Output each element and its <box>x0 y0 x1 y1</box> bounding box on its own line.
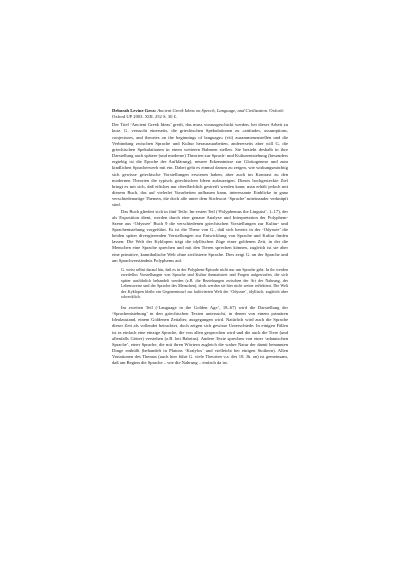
footnote: G. weist selbst darauf hin, daß es in der Polyphem-Episode nicht nur um Sprache geht. In ihr werden zweifellos Vorstellungen von Sprache und Kultur thematisiert und Fragen aufgeworfen, die sich später ausführlich behandelt werden (z.B. die Beziehungen zwischen der Art der Nahrung, der Lebensweise und der Sprache des Menschen), doch werden sie hier nicht weiter reflektiert. Die Welt der Kyklopen bleibt ein Gegenentwurf zur kultivierten Welt der ‘Odyssee’, idyllisch, zugleich aber schrecklich. <box>121 266 288 300</box>
review-publication: Oxford: Oxford UP 2003. XIII, 252 S. 30 £. <box>112 108 284 120</box>
paragraph-intro: Der Titel ‘Ancient Greek Ideas’ greift, das muss vorausgeschickt werden, bei dieser Arbeit zu kurz. G. versucht einerseits, die griechischen Spekulationen zu «attitudes, assumptions, conjectures, and theories on the beginnings of language» (vii) zusammenzustellen und die Verbindung zwischen Sprache und Kultur herauszuarbeiten, andererseits aber will G. die griechischen Spekulationen in einen weiteren Rahmen stellen. Sie bezieht deshalb in ihre Darstellung auch spätere (und moderne) Theorien zur Sprach- und Kulturentstehung (besonders ergiebig ist die Epoche der Aufklärung), neuere Erkenntnisse zur Glottogenese und zum kindlichen Spracherwerb mit ein. Dabei geht es einmal darum zu zeigen, wie wirkungsmächtig sich gewisse griechische Vorstellungen erwiesen haben, aber auch im Kontrast zu den modernen Theorien die typisch griechischen Ideen aufzuzeigen. Dieses hochgesteckte Ziel bringt es mit sich, daß etliches nur oberflächlich gestreift werden kann; man erhält jedoch mit diesem Buch, das auf vielerlei Vorarbeiten aufbauen kann, interessante Einblicke in ganz verschiedenartige Themen, die doch alle unter dem Stichwort ‘Sprache’ miteinander verknüpft sind. <box>112 122 288 208</box>
review-author: Deborah Levine Gera: <box>112 108 157 113</box>
review-heading <box>112 108 288 120</box>
review-book-title: Ancient Greek Ideas on Speech, Language, and Civilization. <box>157 108 269 113</box>
paragraph-structure: Das Buch gliedert sich in fünf Teile: Im ersten Teil (‘Polyphemus the Linguist’, 1–17), der als Exposition dient, werden durch eine genaue Analyse und Interpretation der Polyphem-Szene aus ‘Odyssee’ Buch 9 die verschiedenen griechischen Vorstellungen zur Kultur- und Sprachentstehung vorgeführt. Es ist die These von G., daß sich bereits in der ‘Odyssee’ die beiden später divergierenden Vorstellungen zur Entwicklung von Sprache und Kultur finden lassen: Die Welt der Kyklopen trägt die idyllischen Züge einer goldenen Zeit, in der die Menschen eine Sprache sprechen und mit den Tieren sprechen können, zugleich ist sie aber eine primitive, kannibalische Welt ohne zivilisierte Sprache. Dies zeigt G. an der Sprache und am Sprachverständnis Polyphems auf. <box>112 208 288 263</box>
paragraph-golden-age: Im zweiten Teil (‘Language in the Golden Age’, 18–67) wird die Darstellung der ‘Sprachentstehung’ in den griechischen Texten untersucht, in denen von einem primären Idealzustand, einem Goldenen Zeitalter, ausgegangen wird. Natürlich wird auch die Sprache dieser Zeit als vollendet betrachtet, doch zeigen sich gewisse Unterschiede: In einigen Fällen ist es einfach eine einzige Sprache, die von allen gesprochen wird und die auch die Tiere (und allenfalls Götter) verstehen (z.B. bei Babrius). Andere Texte sprechen von einer ‘adamischen Sprache’, einer Sprache, die mit ihren Wörtern zugleich die wahre Natur der damit benannten Dinge enthüllt (behandelt in Platons ‘Kratylos’ und vielleicht bei einigen Stoikern). Allen Variationen des Themas (auch hier führt G. viele Theorien v.a. des 18. Jh. an) ist gemeinsam, daß am Beginn die Sprache – wie die Nahrung – einfach da ist. <box>112 304 288 366</box>
review-text-column <box>112 108 288 366</box>
